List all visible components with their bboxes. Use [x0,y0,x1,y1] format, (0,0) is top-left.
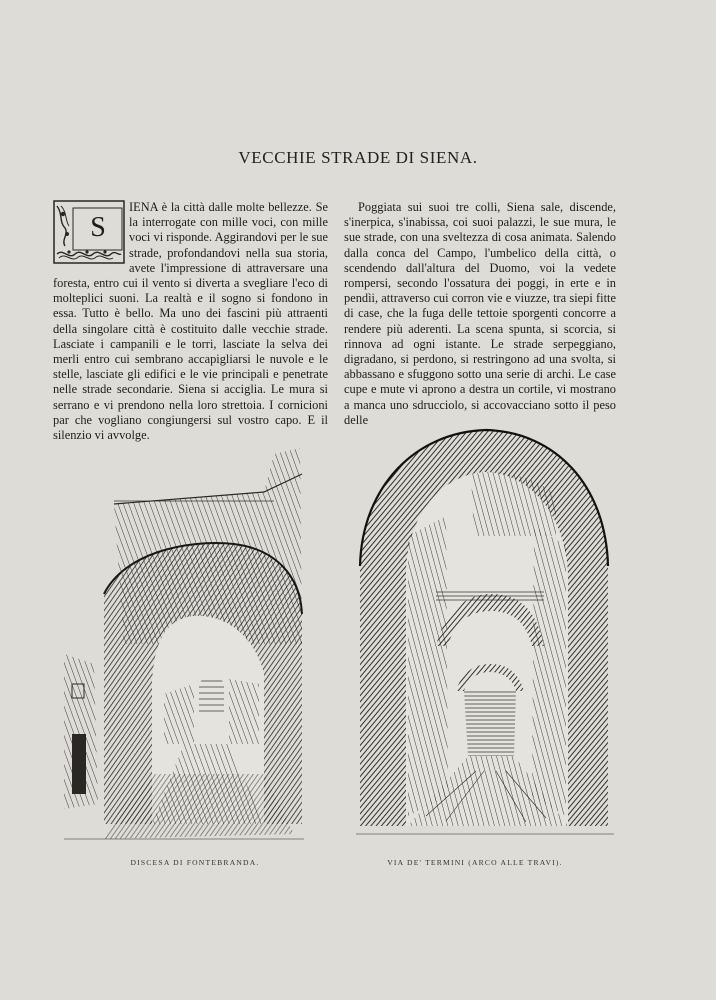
ornamental-dropcap [53,200,125,264]
illustration-via-de-termini [356,426,614,844]
right-column-text: Poggiata sui suoi tre colli, Siena sale, discende, s'inerpica, s'inabissa, coi suoi palazzi, le sue mura, le sue strade, con una sveltezza di cosa animata. Salendo dalla conca del Campo, l'umbelico della città, o scendendo dall'altura del Duomo, voi la vedete rompersi, secondo l'ossatura dei poggi, in erte e in pendìi, attraverso cui corron vie e viuzze, tra siepi fitte di case, che la fuga delle tettoie sporgenti concorre a rendere più aderenti. La scena spunta, si scorcia, si rinnova ad ogni istante. Le strade serpeggiano, digradano, si perdono, si restringono ad una svolta, si abbassano e sfuggono sotto una serie di archi. Le case cupe e mute vi aprono a destra un cortile, vi mostrano a manca uno sdrucciolo, si accovacciano sotto il peso delle [344,200,616,427]
left-column-text: IENA è la città dalle molte bellezze. Se la interrogate con mille voci, con mille voci vi risponde. Aggirandovi per le sue strade, profondandovi nella sua storia, avete l'impressione di attraversare una foresta, entro cui il vento si diverta a svegliare l'eco di molteplici suoni. La realtà e il sogno si fondono in essa. Tutto è bello. Ma uno dei fascini più attraenti della singolare città è costituito dalle vecchie strade. Lasciate i campanili e le torri, lasciate la selva dei merli entro cui sembrano accapigliarsi le nuvole e le stelle, lasciate gli edifici e le vie principali e penetrate nelle strade secondarie. Siena si acciglia. Le mura si serrano e vi prendono nella loro strettoia. I cornicioni par che vogliano congiungersi sul vostro capo. E il silenzio vi avvolge. [53,200,328,443]
page-title: VECCHIE STRADE DI SIENA. [238,148,478,167]
dropcap-letter: S [90,212,106,243]
right-column [344,200,616,428]
illustration-fontebranda [64,444,308,842]
caption-via-de-termini: VIA DE' TERMINI (ARCO ALLE TRAVI). [387,858,563,867]
arch-street-drawing-icon [64,444,308,842]
left-column [53,200,328,443]
caption-fontebranda: DISCESA DI FONTEBRANDA. [130,858,260,867]
arches-alley-drawing-icon [356,426,614,844]
